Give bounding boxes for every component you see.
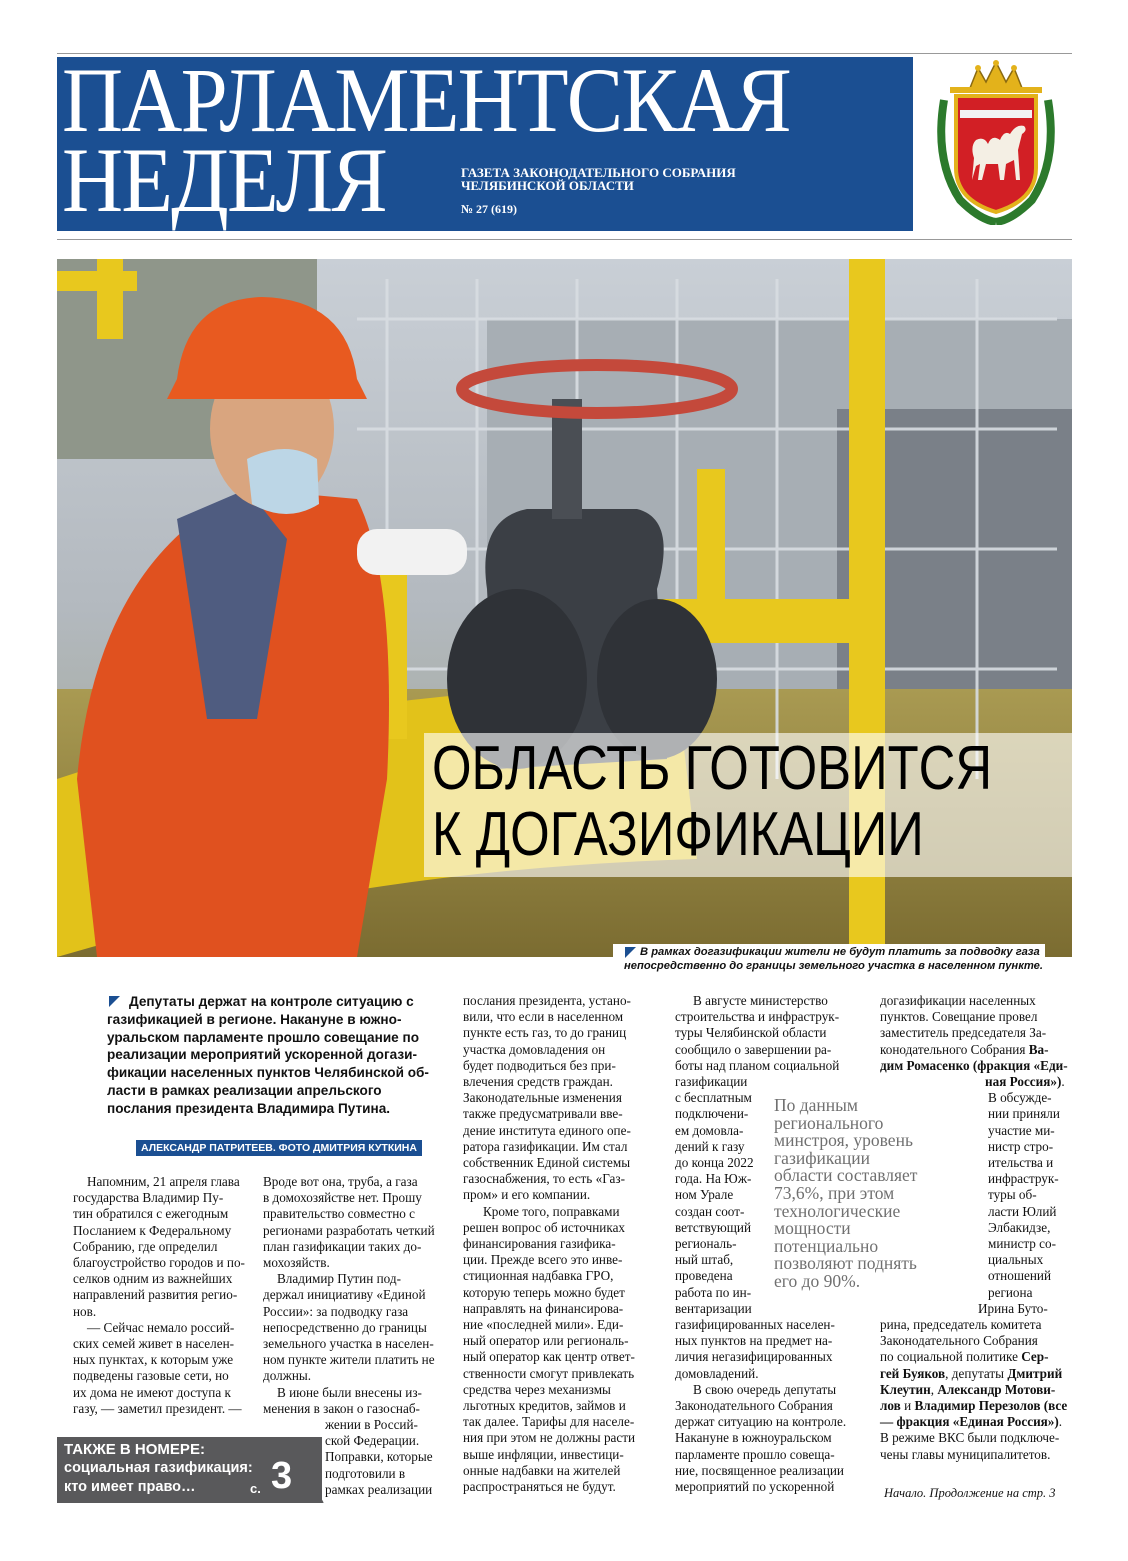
text-line: боты над планом социальной [675, 1057, 840, 1073]
text-line: подготовили в [325, 1465, 406, 1481]
headline-line2: К ДОГАЗИФИКАЦИИ [432, 800, 924, 869]
text-line: Владимир Путин под- [277, 1271, 401, 1287]
text-line: будет подводиться без при- [463, 1057, 616, 1073]
text-line: домовладений. [675, 1365, 759, 1381]
quote-line: газификации [774, 1147, 871, 1168]
text-line: ном Урале [675, 1187, 734, 1203]
lead-line: Депутаты держат на контроле ситуацию с [129, 994, 414, 1009]
text-line: ской Федерации. [325, 1433, 420, 1449]
text-line: государства Владимир Пу- [73, 1190, 224, 1206]
text-line: земельного участка в населен- [263, 1336, 434, 1352]
text-line: вентаризации [675, 1300, 752, 1316]
text-line: вили, что если в населенном [463, 1009, 624, 1025]
article-column-5: догазификации населенных пунктов. Совещание провел заместитель председателя За- конодательного Собрания Ва- дим Ромасенко (фракция «Еди- ная Россия»). В обсужде- нии приняли участие ми- нистр стро- ительства и инфраструк- туры об- ласти Юлий Элбакидзе, министр со- циальных отношений региона Ирина Буто- рина, председатель комитета Законодательного Собрания по социальной политике Сер- гей Буяков, депутаты Дмитрий Клеутин, Александр Мотови- лов и Владимир Перезолов (все — фракция «Единая Россия»). В режиме ВКС были подключе- чены главы муниципалитетов. [880, 993, 1070, 1463]
speaker-name: Александр Мотови- [937, 1381, 1056, 1397]
text-line: Законодательные изменения [463, 1090, 622, 1106]
text-line: сообщило о завершении ра- [675, 1041, 832, 1057]
text-line: по социальной политике [880, 1349, 1022, 1365]
text-line: парламенте прошло совеща- [675, 1446, 835, 1462]
lead-line: газификацией в регионе. Накануне в южно- [107, 1011, 402, 1027]
text-line: ния при этом не должны расти [463, 1430, 636, 1446]
text-line: ных пунктах, к которым уже [73, 1352, 234, 1368]
text-line: Напомним, 21 апреля глава [87, 1174, 240, 1189]
byline: АЛЕКСАНДР ПАТРИТЕЕВ. ФОТО ДМИТРИЯ КУТКИНА [141, 1142, 417, 1154]
text-line: личия негазифицированных [675, 1349, 833, 1365]
text-line: регионами разработать четкий [263, 1222, 435, 1238]
text-line: мероприятий по ускоренной [675, 1479, 835, 1495]
promo-line: кто имеет право… [64, 1479, 196, 1495]
subtitle-line1: ГАЗЕТА ЗАКОНОДАТЕЛЬНОГО СОБРАНИЯ [461, 165, 736, 180]
text-line: ции. Прежде всего это инве- [463, 1252, 623, 1268]
text-line: выше инфляции, инвестици- [463, 1446, 624, 1462]
speaker-name: Ва- [1028, 1041, 1049, 1057]
lead-line: ласти в рамках реализации апрельского [107, 1082, 382, 1098]
quote-line: позволяют поднять [774, 1253, 917, 1274]
quote-line: минстроя, уровень [774, 1130, 913, 1151]
text-line: мохозяйств. [263, 1255, 330, 1271]
text-line: направлять на финансирова- [463, 1300, 624, 1316]
text-fragment: и [900, 1398, 915, 1414]
text-line: распространяться не будут. [463, 1479, 616, 1495]
speaker-name: — фракция «Единая Россия») [880, 1414, 1059, 1430]
text-line: газоснабжения, то есть «Газ- [463, 1171, 625, 1187]
lead-line: послания президента Владимира Путина. [107, 1100, 391, 1116]
quote-line: области составляет [774, 1165, 918, 1186]
text-line: региональ- [675, 1236, 737, 1252]
subtitle-line2: ЧЕЛЯБИНСКОЙ ОБЛАСТИ [461, 178, 634, 193]
quote-line: 73,6%, при этом [774, 1182, 895, 1203]
text-line: непосредственно до границы [263, 1319, 427, 1335]
text-line: ветствующий [675, 1219, 752, 1235]
text-line: участие ми- [988, 1122, 1055, 1138]
text-line: В июне были внесены из- [277, 1384, 422, 1400]
text-line: собственник Единой системы [463, 1155, 631, 1171]
text-line: послания президента, устано- [463, 993, 631, 1008]
text-line: ный штаб, [675, 1252, 734, 1268]
text-line: направлений развития регио- [73, 1287, 238, 1303]
text-line: газу, — заметил президент. — [73, 1400, 242, 1416]
text-line: онные надбавки на жителей [463, 1462, 621, 1478]
promo-teaser [64, 1459, 253, 1497]
quote-line: технологические [774, 1200, 901, 1221]
text-line: менения в закон о газоснаб- [263, 1400, 420, 1416]
text-line: России»: за подводку газа [263, 1303, 409, 1319]
text-line: ние «последней мили». Еди- [463, 1317, 624, 1333]
caption-line1: В рамках догазификации жители не будут платить за подводку газа [640, 946, 1040, 958]
text-line: туры об- [988, 1187, 1037, 1203]
text-line: пром» и его компании. [463, 1187, 591, 1203]
text-line: влечения средств граждан. [463, 1074, 613, 1090]
text-line: В августе министерство [693, 993, 828, 1008]
text-line: в домохозяйстве нет. Прошу [263, 1190, 422, 1206]
headline-line1: ОБЛАСТЬ ГОТОВИТСЯ [432, 734, 993, 803]
promo-page-prefix: с. [250, 1481, 261, 1496]
text-line: Поправки, которые [325, 1449, 433, 1465]
text-line: с бесплатным [675, 1090, 752, 1106]
text-line: Законодательного Собрания [675, 1398, 833, 1414]
quote-line: По данным [774, 1095, 858, 1115]
speaker-name: Дмитрий [1007, 1365, 1063, 1381]
text-line: конодательного Собрания [880, 1041, 1029, 1057]
text-line: ных пунктов на предмет на- [675, 1333, 833, 1349]
text-line: чены главы муниципалитетов. [880, 1446, 1051, 1462]
text-line: дений к газу [675, 1138, 745, 1154]
speaker-name: ная Россия») [985, 1074, 1062, 1090]
issue-number: № 27 (619) [461, 202, 518, 216]
text-line: ем домовла- [675, 1122, 744, 1138]
speaker-name: Сер- [1021, 1349, 1049, 1365]
coat-of-arms-icon [930, 60, 1063, 225]
text-line: Собранию, где определил [73, 1238, 218, 1254]
article-lead [107, 993, 455, 1118]
quote-line: регионального [774, 1112, 884, 1133]
text-line: ный оператор как центр ответ- [463, 1349, 635, 1365]
text-line: решен вопрос об источниках [463, 1219, 626, 1235]
text-line: проведена [675, 1268, 733, 1284]
text-line: циальных [988, 1252, 1044, 1268]
text-line: ние, посвященное реализации [675, 1462, 844, 1478]
article-column-1 [73, 1174, 251, 1417]
text-line: подключени- [675, 1106, 749, 1122]
quote-line: потенциально [774, 1235, 879, 1256]
quote-line: мощности [774, 1218, 851, 1239]
text-line: держат ситуацию на контроле. [675, 1414, 847, 1430]
lead-line: уральском парламенте прошло совещание по [107, 1029, 420, 1045]
speaker-name: дим Ромасенко (фракция «Еди- [880, 1057, 1068, 1073]
text-line: их дома не имеют доступа к [73, 1384, 231, 1400]
text-line: министр со- [988, 1236, 1057, 1252]
text-line: участка домовладения он [463, 1041, 606, 1057]
text-line: региона [988, 1284, 1033, 1300]
masthead-underline [57, 239, 1072, 240]
speaker-name: Клеутин [880, 1381, 931, 1397]
newspaper-title-line2: НЕДЕЛЯ [62, 129, 386, 231]
continuation-note: Начало. Продолжение на стр. 3 [884, 1486, 1056, 1500]
text-line: догазификации населенных [880, 993, 1036, 1008]
text-line: ласти Юлий [988, 1203, 1057, 1219]
text-line: благоустройство городов и по- [73, 1255, 245, 1271]
article-column-3 [463, 993, 659, 1495]
text-line: жении в Россий- [325, 1417, 418, 1433]
promo-heading: ТАКЖЕ В НОМЕРЕ: [64, 1441, 205, 1458]
text-line: работа по ин- [675, 1284, 752, 1300]
text-line: ственности смогут привлекать [463, 1365, 635, 1381]
text-line: Элбакидзе, [988, 1219, 1051, 1235]
text-line: льготных кредитов, займов и [463, 1398, 626, 1414]
photo-caption [624, 946, 1049, 973]
text-line: которую теперь можно будет [463, 1284, 625, 1300]
speaker-name: лов [880, 1398, 901, 1414]
speaker-name: Владимир Перезолов (все [914, 1398, 1068, 1414]
quote-line: его до 90%. [774, 1270, 861, 1291]
newspaper-title-line1: ПАРЛАМЕНТСКАЯ [62, 49, 790, 151]
text-line: ном пункте жители платить не [263, 1352, 435, 1368]
text-fragment: , депутаты [945, 1365, 1008, 1381]
text-line: правительство совместно с [263, 1206, 416, 1222]
main-headline [432, 736, 992, 868]
text-line: пункте есть газ, то до границ [463, 1025, 627, 1041]
text-line: средства через механизмы [463, 1381, 611, 1397]
text-line: Посланием к Федеральному [73, 1222, 232, 1238]
text-line: Законодательного Собрания [880, 1333, 1038, 1349]
text-line: дение института единого опе- [463, 1122, 631, 1138]
text-line: отношений [988, 1268, 1052, 1284]
text-line: также предусматривали вве- [463, 1106, 623, 1122]
text-fragment: , [930, 1381, 938, 1397]
text-line: рамках реализации [325, 1481, 433, 1497]
text-line: газифицированных населен- [675, 1317, 835, 1333]
text-line: В свою очередь депутаты [693, 1381, 837, 1397]
text-line: создан соот- [675, 1203, 745, 1219]
text-line: Кроме того, поправками [483, 1203, 620, 1219]
text-line: нии приняли [988, 1106, 1060, 1122]
text-line: план газификации таких до- [263, 1238, 422, 1254]
text-line: инфраструк- [988, 1171, 1059, 1187]
caption-line2: непосредственно до границы земельного участка в населенном пункте. [624, 959, 1043, 972]
text-line: Ирина Буто- [978, 1300, 1048, 1316]
text-line: до конца 2022 [675, 1155, 754, 1171]
text-line: селков одним из важнейших [73, 1271, 233, 1287]
text-line: должны. [263, 1368, 312, 1384]
speaker-name: гей Буяков [880, 1365, 946, 1381]
promo-line: социальная газификация: [64, 1460, 253, 1476]
text-line: ный оператор или региональ- [463, 1333, 629, 1349]
text-line: Накануне в южноуральском [675, 1430, 832, 1446]
text-line: стиционная надбавка ГРО, [463, 1268, 614, 1284]
text-line: подведены газовые сети, но [73, 1368, 229, 1384]
text-line: пунктов. Совещание провел [880, 1009, 1038, 1025]
text-line: газификации [675, 1074, 748, 1090]
text-line: рина, председатель комитета [880, 1317, 1042, 1333]
text-line: В режиме ВКС были подключе- [880, 1430, 1060, 1446]
masthead-subtitle [461, 166, 781, 192]
text-line: Вроде вот она, труба, а газа [263, 1174, 418, 1189]
text-line: так далее. Тарифы для населе- [463, 1414, 635, 1430]
text-line: нов. [73, 1303, 97, 1319]
text-line: туры Челябинской области [675, 1025, 827, 1041]
text-line: нистр стро- [988, 1138, 1054, 1154]
lead-line: фикации населенных пунктов Челябинской об- [107, 1065, 429, 1081]
text-line: строительства и инфраструк- [675, 1009, 840, 1025]
lead-line: реализации мероприятий ускоренной догази- [107, 1047, 417, 1063]
text-line: ительства и [988, 1155, 1054, 1171]
text-line: — Сейчас немало россий- [87, 1319, 235, 1335]
promo-page-number: 3 [271, 1455, 293, 1497]
text-line: заместитель председателя За- [880, 1025, 1047, 1041]
text-line: тин обратился с ежегодным [73, 1206, 229, 1222]
text-line: держал инициативу «Единой [263, 1287, 426, 1303]
text-line: года. На Юж- [675, 1171, 752, 1187]
text-line: ратора газификации. Им стал [463, 1138, 628, 1154]
text-line: ских семей живет в населен- [73, 1336, 235, 1352]
text-line: В обсужде- [988, 1090, 1052, 1106]
text-line: финансирования газифика- [463, 1236, 616, 1252]
